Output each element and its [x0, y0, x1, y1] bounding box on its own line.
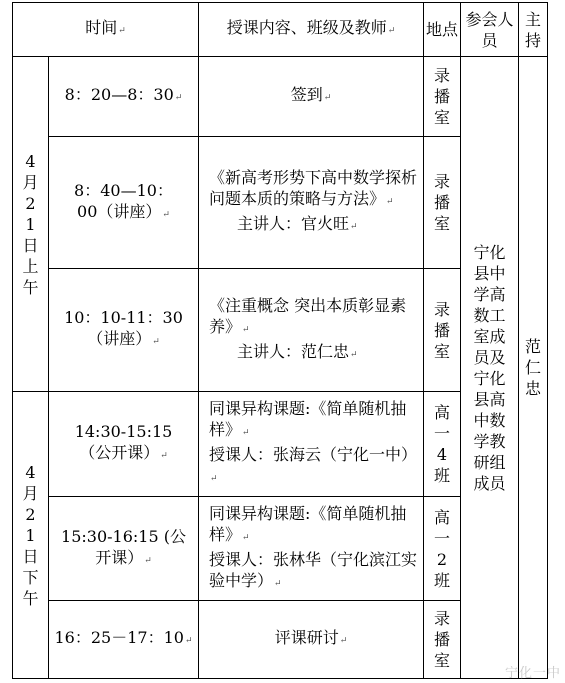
- row-location-cell: [424, 601, 461, 679]
- paragraph-mark: ↵: [339, 636, 348, 646]
- row-speaker: 主讲人：官火旺↵: [237, 214, 358, 233]
- row-location-cell: [424, 137, 461, 269]
- paragraph-mark: ↵: [242, 324, 250, 335]
- row-speaker: 授课人：张海云（宁化一中）↵: [209, 445, 418, 484]
- header-location: 地点: [425, 20, 458, 39]
- paragraph-mark: ↵: [274, 578, 282, 589]
- session-morning: 4月21日上午: [22, 151, 39, 297]
- row-speaker: 主讲人：范仁忠↵: [237, 341, 358, 361]
- row-content-cell: [199, 497, 424, 601]
- row-time: 15:30-16:15 (公开课）↵: [61, 526, 186, 567]
- paragraph-mark: ↵: [242, 532, 250, 543]
- paragraph-mark: ↵: [386, 197, 394, 207]
- host-name: 范仁忠: [524, 337, 541, 398]
- row-content: 《注重概念 突出本质彰显素养》↵: [209, 295, 407, 336]
- row-content-cell: [199, 137, 424, 269]
- header-participants-cell: [461, 3, 519, 57]
- row-content: 《新高考形势下高中数学探析问题本质的策略与方法》↵: [209, 168, 418, 208]
- host-cell: [519, 57, 548, 679]
- header-host: 主持: [524, 9, 541, 50]
- session-morning-cell: [13, 57, 49, 392]
- paragraph-mark: ↵: [387, 26, 396, 36]
- row-location: 录播室: [433, 172, 450, 233]
- row-time-cell: [49, 392, 199, 497]
- row-time: 10：10-11：30（讲座）↵: [64, 308, 183, 348]
- watermark-text: 宁化一中: [504, 666, 561, 681]
- header-participants: 参会人员: [465, 9, 514, 50]
- row-time: 14:30-15:15（公开课）↵: [74, 422, 173, 462]
- row-time: 16：25－17：10↵: [49, 601, 199, 679]
- row-content: 签到↵: [199, 57, 424, 137]
- header-host-cell: [519, 3, 548, 57]
- paragraph-mark: ↵: [118, 26, 126, 36]
- row-location-cell: [424, 497, 461, 601]
- header-time: 时间↵: [13, 3, 199, 57]
- header-row: [13, 3, 548, 57]
- row-content-cell: [199, 269, 424, 392]
- paragraph-mark: ↵: [184, 636, 193, 646]
- row-time-cell: [49, 137, 199, 269]
- paragraph-mark: ↵: [210, 474, 218, 484]
- row-time: 8：40—10：00（讲座）↵: [74, 180, 173, 221]
- paragraph-mark: ↵: [350, 349, 358, 360]
- row-location-cell: [424, 392, 461, 497]
- row-location: 高一2班: [433, 507, 450, 590]
- header-content: 授课内容、班级及教师↵: [199, 3, 424, 57]
- paragraph-mark: ↵: [323, 93, 332, 103]
- participants-cell: [461, 57, 519, 679]
- row-location: 高一4班: [433, 403, 450, 485]
- row-time: 8：20—8：30↵: [49, 57, 199, 137]
- row-time-cell: [49, 497, 199, 601]
- header-location-cell: [424, 3, 461, 57]
- row-location-cell: [424, 57, 461, 137]
- session-afternoon: 4月21日下午: [22, 462, 39, 608]
- row-location: 录播室: [433, 299, 450, 361]
- participants: 宁化县中学高数工室成员及宁化县高中数学教研组成员: [473, 242, 506, 493]
- paragraph-mark: ↵: [174, 93, 183, 103]
- table-row: [13, 57, 548, 137]
- row-content-cell: [199, 392, 424, 497]
- row-content: 同课异构课题:《简单随机抽样》↵: [209, 503, 407, 544]
- paragraph-mark: ↵: [152, 337, 160, 347]
- paragraph-mark: ↵: [144, 555, 152, 566]
- paragraph-mark: ↵: [350, 222, 358, 232]
- schedule-table: [12, 2, 548, 679]
- row-content: 同课异构课题:《简单随机抽样》↵: [209, 399, 407, 439]
- paragraph-mark: ↵: [242, 428, 250, 438]
- row-location: 录播室: [433, 66, 450, 127]
- row-location-cell: [424, 269, 461, 392]
- row-location: 录播室: [433, 609, 450, 670]
- paragraph-mark: ↵: [160, 451, 168, 461]
- paragraph-mark: ↵: [162, 209, 170, 220]
- row-content: 评课研讨↵: [199, 601, 424, 679]
- row-time-cell: [49, 269, 199, 392]
- row-speaker: 授课人：张林华（宁化滨江实验中学）↵: [209, 549, 418, 590]
- session-afternoon-cell: [13, 392, 49, 679]
